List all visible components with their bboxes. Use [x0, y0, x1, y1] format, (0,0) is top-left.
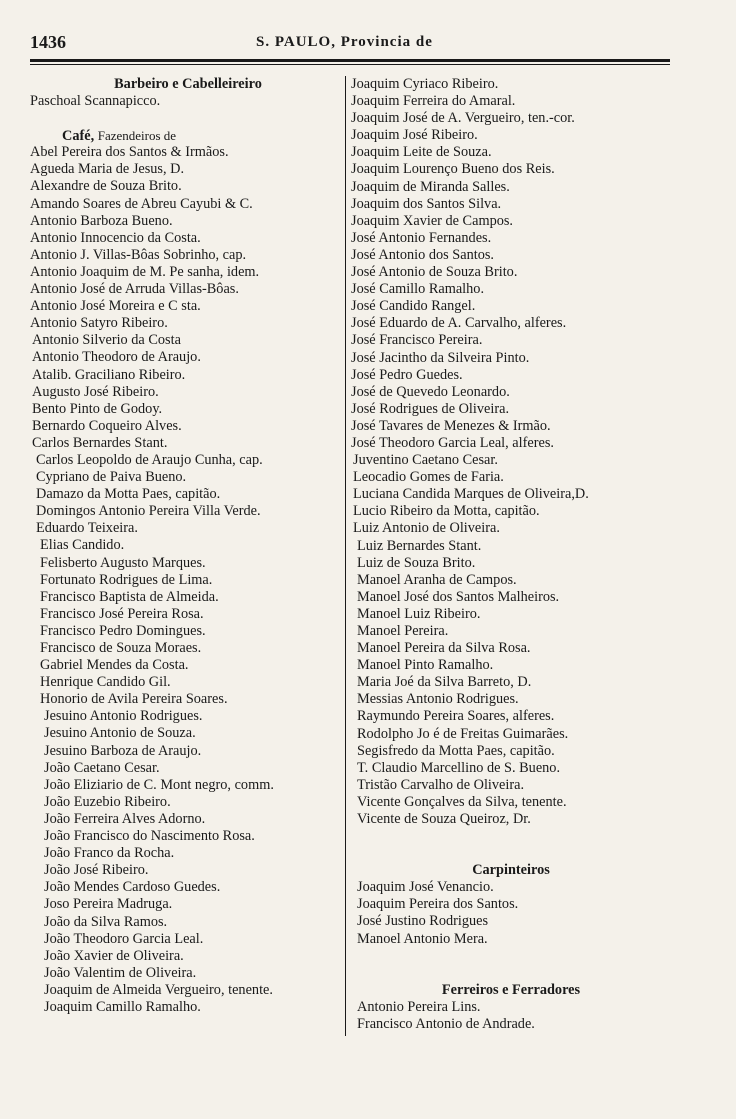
directory-entry: Joaquim Xavier de Campos. — [351, 212, 513, 229]
directory-entry: Augusto José Ribeiro. — [32, 383, 159, 400]
directory-entry: Felisberto Augusto Marques. — [40, 554, 206, 571]
directory-entry: João da Silva Ramos. — [44, 913, 168, 930]
directory-entry: João Valentim de Oliveira. — [44, 964, 197, 981]
directory-entry: Joaquim Cyriaco Ribeiro. — [351, 76, 499, 92]
directory-entry: Joaquim Leite de Souza. — [351, 144, 492, 161]
directory-entry: Raymundo Pereira Soares, alferes. — [357, 708, 555, 725]
directory-entry: Eduardo Teixeira. — [36, 520, 138, 537]
directory-entry: José Pedro Guedes. — [351, 366, 463, 383]
header-rule-thin — [30, 64, 670, 65]
directory-entry: Alexandre de Souza Brito. — [30, 178, 182, 195]
section-heading-ferreiros: Ferreiros e Ferradores — [441, 981, 581, 998]
directory-entry: João Caetano Cesar. — [44, 759, 160, 776]
directory-entry: Joaquim dos Santos Silva. — [351, 195, 502, 212]
directory-entry: Manoel Pinto Ramalho. — [357, 657, 494, 674]
directory-entry: Lucio Ribeiro da Motta, capitão. — [353, 503, 540, 520]
directory-entry: Luciana Candida Marques de Oliveira,D. — [353, 486, 589, 503]
directory-entry: Francisco Pedro Domingues. — [40, 622, 206, 639]
directory-entry: Gabriel Mendes da Costa. — [40, 657, 189, 674]
directory-entry: João Francisco do Nascimento Rosa. — [44, 828, 255, 845]
cafe-continued-list — [351, 76, 671, 828]
directory-entry: José Theodoro Garcia Leal, alferes. — [351, 434, 554, 451]
directory-entry: Bernardo Coqueiro Alves. — [32, 417, 182, 434]
directory-entry: Manoel Antonio Mera. — [357, 930, 488, 947]
directory-entry: Damazo da Motta Paes, capitão. — [36, 486, 221, 503]
directory-entry: Abel Pereira dos Santos & Irmãos. — [30, 144, 229, 161]
directory-entry: Cypriano de Paiva Bueno. — [36, 469, 187, 486]
directory-entry: Rodolpho Jo é de Freitas Guimarães. — [357, 725, 569, 742]
directory-entry: Francisco Baptista de Almeida. — [40, 588, 219, 605]
directory-entry: Jesuino Barboza de Araujo. — [44, 742, 202, 759]
directory-entry: João Mendes Cardoso Guedes. — [44, 879, 221, 896]
directory-entry: José Camillo Ramalho. — [351, 281, 485, 298]
directory-entry: José de Quevedo Leonardo. — [351, 383, 510, 400]
directory-entry: José Jacintho da Silveira Pinto. — [351, 349, 530, 366]
directory-entry: Luiz de Souza Brito. — [357, 554, 476, 571]
directory-entry: José Eduardo de A. Carvalho, alferes. — [351, 315, 567, 332]
directory-entry: Francisco Antonio de Andrade. — [357, 1015, 535, 1032]
directory-entry: Joaquim Lourenço Bueno dos Reis. — [351, 161, 555, 178]
directory-entry: Domingos Antonio Pereira Villa Verde. — [36, 503, 261, 520]
left-column — [30, 76, 346, 1016]
cafe-list — [30, 144, 346, 1016]
spacer — [30, 110, 346, 127]
directory-entry: José Rodrigues de Oliveira. — [351, 400, 510, 417]
directory-entry: José Candido Rangel. — [351, 298, 476, 315]
directory-entry: Agueda Maria de Jesus, D. — [30, 161, 185, 178]
directory-entry: Manoel José dos Santos Malheiros. — [357, 588, 560, 605]
carpinteiros-list — [351, 879, 671, 947]
directory-entry: Antonio José Moreira e C sta. — [30, 298, 201, 315]
directory-entry: Bento Pinto de Godoy. — [32, 400, 163, 417]
directory-entry: Joaquim José Venancio. — [357, 879, 494, 896]
directory-entry: Leocadio Gomes de Faria. — [353, 469, 504, 486]
directory-entry: Maria Joé da Silva Barreto, D. — [357, 674, 532, 691]
directory-entry: José Antonio de Souza Brito. — [351, 264, 518, 281]
directory-entry: Manoel Luiz Ribeiro. — [357, 605, 481, 622]
directory-entry: João Theodoro Garcia Leal. — [44, 930, 204, 947]
cafe-subheading: Fazendeiros de — [97, 128, 177, 144]
directory-entry: José Justino Rodrigues — [357, 913, 489, 930]
directory-entry: José Francisco Pereira. — [351, 332, 483, 349]
directory-entry: João Xavier de Oliveira. — [44, 947, 184, 964]
directory-entry: Amando Soares de Abreu Cayubi & C. — [30, 195, 253, 212]
directory-entry: Honorio de Avila Pereira Soares. — [40, 691, 228, 708]
directory-entry: Vicente Gonçalves da Silva, tenente. — [357, 793, 567, 810]
directory-entry: Juventino Caetano Cesar. — [353, 452, 498, 469]
section-heading-cafe — [30, 127, 346, 144]
directory-entry: Joaquim José Ribeiro. — [351, 127, 478, 144]
directory-entry: Atalib. Graciliano Ribeiro. — [32, 366, 186, 383]
spacer — [351, 948, 671, 982]
directory-entry: Francisco de Souza Moraes. — [40, 640, 202, 656]
directory-entry: Joaquim Camillo Ramalho. — [44, 998, 201, 1015]
directory-entry: Francisco José Pereira Rosa. — [40, 605, 204, 622]
directory-entry: Jesuino Antonio Rodrigues. — [44, 708, 203, 725]
page-header — [30, 32, 670, 58]
spacer — [351, 828, 671, 862]
directory-entry: Antonio J. Villas-Bôas Sobrinho, cap. — [30, 246, 247, 263]
ferreiros-list — [351, 999, 671, 1033]
directory-entry: Antonio Joaquim de M. Pe sanha, idem. — [30, 263, 260, 280]
directory-entry: Manoel Pereira da Silva Rosa. — [357, 640, 531, 657]
directory-entry: Henrique Candido Gil. — [40, 674, 171, 691]
directory-entry: João José Ribeiro. — [44, 862, 149, 879]
directory-entry: Joaquim Pereira dos Santos. — [357, 896, 519, 913]
section-heading-barbeiro: Barbeiro e Cabelleireiro — [114, 76, 262, 92]
directory-entry: Antonio Theodoro de Araujo. — [32, 349, 201, 366]
directory-entry: Messias Antonio Rodrigues. — [357, 691, 519, 708]
directory-entry: Antonio Innocencio da Costa. — [30, 229, 201, 246]
directory-entry: Vicente de Souza Queiroz, Dr. — [357, 811, 531, 828]
directory-entry: João Franco da Rocha. — [44, 845, 175, 862]
directory-entry: Joso Pereira Madruga. — [44, 896, 173, 913]
directory-entry: Fortunato Rodrigues de Lima. — [40, 571, 213, 588]
directory-entry: Joaquim de Miranda Salles. — [351, 178, 510, 195]
directory-entry: Antonio Pereira Lins. — [357, 998, 481, 1015]
section-heading-carpinteiros: Carpinteiros — [472, 862, 550, 879]
directory-entry: Segisfredo da Motta Paes, capitão. — [357, 742, 555, 759]
right-column — [351, 76, 671, 1033]
directory-entry: João Euzebio Ribeiro. — [44, 793, 171, 810]
page-number: 1436 — [30, 32, 66, 52]
directory-entry: José Antonio dos Santos. — [351, 246, 494, 263]
directory-entry: Luiz Antonio de Oliveira. — [353, 520, 500, 537]
directory-entry: Carlos Bernardes Stant. — [32, 434, 168, 451]
directory-entry: Antonio Barboza Bueno. — [30, 212, 173, 229]
directory-entry: T. Claudio Marcellino de S. Bueno. — [357, 759, 561, 776]
directory-entry: Tristão Carvalho de Oliveira. — [357, 776, 525, 793]
directory-entry: Antonio Satyro Ribeiro. — [30, 315, 168, 332]
header-rule-thick — [30, 59, 670, 62]
directory-entry: Luiz Bernardes Stant. — [357, 537, 482, 554]
barbeiro-list — [30, 93, 346, 110]
directory-entry: José Antonio Fernandes. — [351, 229, 492, 246]
directory-entry: João Ferreira Alves Adorno. — [44, 810, 206, 827]
directory-entry: João Eliziario de C. Mont negro, comm. — [44, 776, 274, 793]
directory-entry: Manoel Pereira. — [357, 623, 449, 639]
directory-entry: Joaquim José de A. Vergueiro, ten.-cor. — [351, 110, 575, 127]
directory-entry: Jesuino Antonio de Souza. — [44, 725, 196, 742]
directory-entry: Manoel Aranha de Campos. — [357, 571, 517, 588]
running-title: S. PAULO, Provincia de — [256, 34, 433, 50]
directory-entry: Carlos Leopoldo de Araujo Cunha, cap. — [36, 451, 263, 468]
directory-entry: Antonio José de Arruda Villas-Bôas. — [30, 281, 239, 298]
directory-entry: Antonio Silverio da Costa — [32, 332, 181, 349]
cafe-heading: Café, — [62, 128, 95, 145]
directory-entry: Joaquim Ferreira do Amaral. — [351, 93, 516, 110]
directory-entry: José Tavares de Menezes & Irmão. — [351, 417, 551, 434]
directory-entry: Elias Candido. — [40, 537, 125, 554]
directory-entry: Paschoal Scannapicco. — [30, 93, 161, 110]
directory-entry: Joaquim de Almeida Vergueiro, tenente. — [44, 981, 273, 998]
